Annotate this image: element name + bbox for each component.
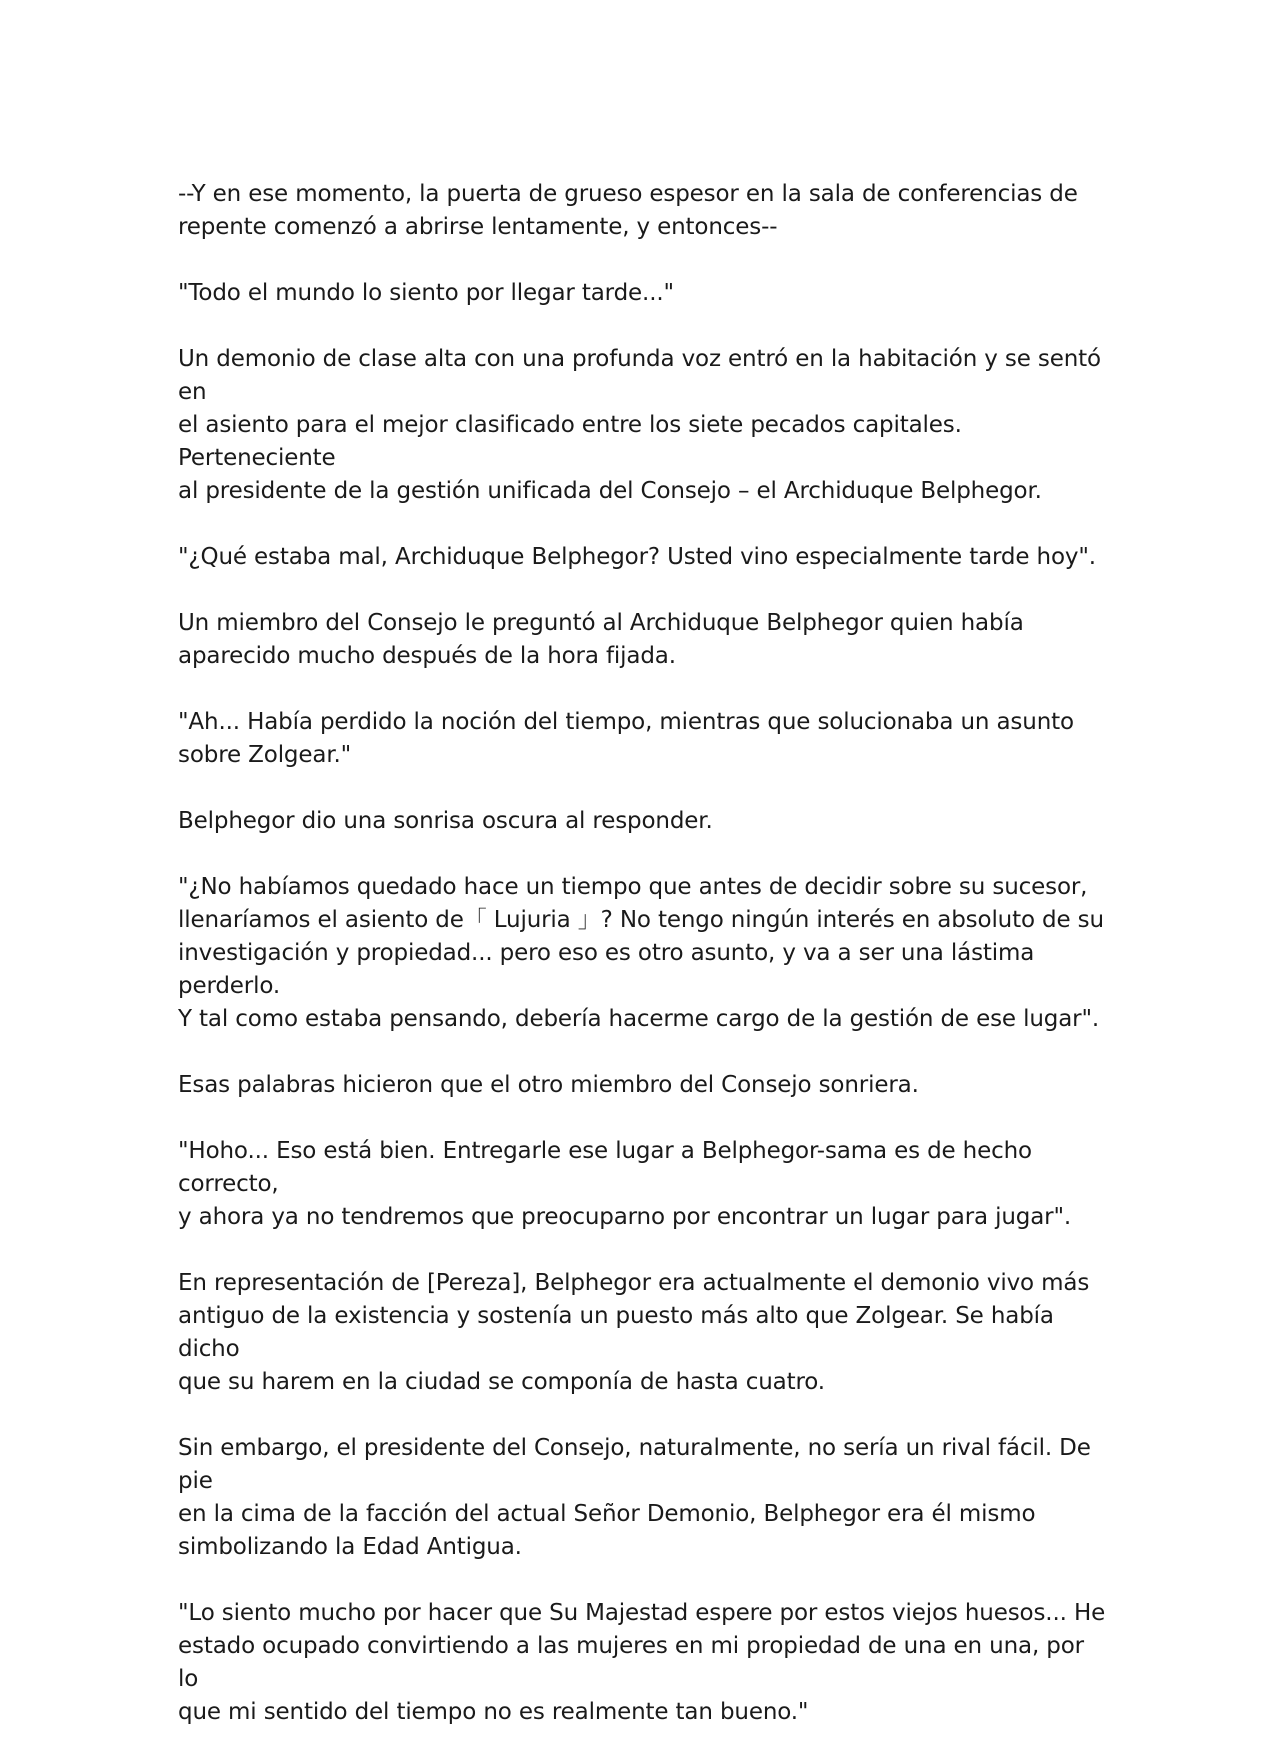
paragraph: --Y en ese momento, la puerta de grueso espesor en la sala de conferencias de repente comenzó a abrirse lentamente, y entonces-- — [178, 181, 1078, 240]
paragraph: "¿Qué estaba mal, Archiduque Belphegor? Usted vino especialmente tarde hoy". — [178, 544, 1096, 570]
paragraph: "Lo siento mucho por hacer que Su Majestad espere por estos viejos huesos... He estado ocupado convirtiendo a las mujeres en mi propiedad de una en una, por lo que mi sentido del tiempo no es realmente tan bueno." — [178, 1600, 1106, 1725]
paragraph: "Hoho... Eso está bien. Entregarle ese lugar a Belphegor-sama es de hecho correcto, y ahora ya no tendremos que preocuparno por encontrar un lugar para jugar". — [178, 1138, 1072, 1230]
paragraph: "Ah... Había perdido la noción del tiempo, mientras que solucionaba un asunto sobre Zolgear." — [178, 709, 1074, 768]
paragraph: "¿No habíamos quedado hace un tiempo que antes de decidir sobre su sucesor, llenaríamos el asiento de「 Lujuria 」? No tengo ningún interés en absoluto de su investigación y propiedad... pero eso es otro asunto, y va a ser una lástima perderlo. Y tal como estaba pensando, debería hacerme cargo de la gestión de ese lugar". — [178, 874, 1104, 1032]
document-body — [178, 178, 1108, 1762]
paragraph: "Todo el mundo lo siento por llegar tarde..." — [178, 280, 674, 306]
paragraph: Belphegor dio una sonrisa oscura al responder. — [178, 808, 713, 834]
paragraph: Esas palabras hicieron que el otro miembro del Consejo sonriera. — [178, 1072, 919, 1098]
paragraph: Un miembro del Consejo le preguntó al Archiduque Belphegor quien había aparecido mucho después de la hora fijada. — [178, 610, 1024, 669]
paragraph: En representación de [Pereza], Belphegor era actualmente el demonio vivo más antiguo de la existencia y sostenía un puesto más alto que Zolgear. Se había dicho que su harem en la ciudad se componía de hasta cuatro. — [178, 1270, 1090, 1395]
paragraph: Sin embargo, el presidente del Consejo, naturalmente, no sería un rival fácil. De pie en la cima de la facción del actual Señor Demonio, Belphegor era él mismo simbolizando la Edad Antigua. — [178, 1435, 1091, 1560]
paragraph: Un demonio de clase alta con una profunda voz entró en la habitación y se sentó en el asiento para el mejor clasificado entre los siete pecados capitales. Perteneciente al presidente de la gestión unificada del Consejo – el Archiduque Belphegor. — [178, 346, 1101, 504]
